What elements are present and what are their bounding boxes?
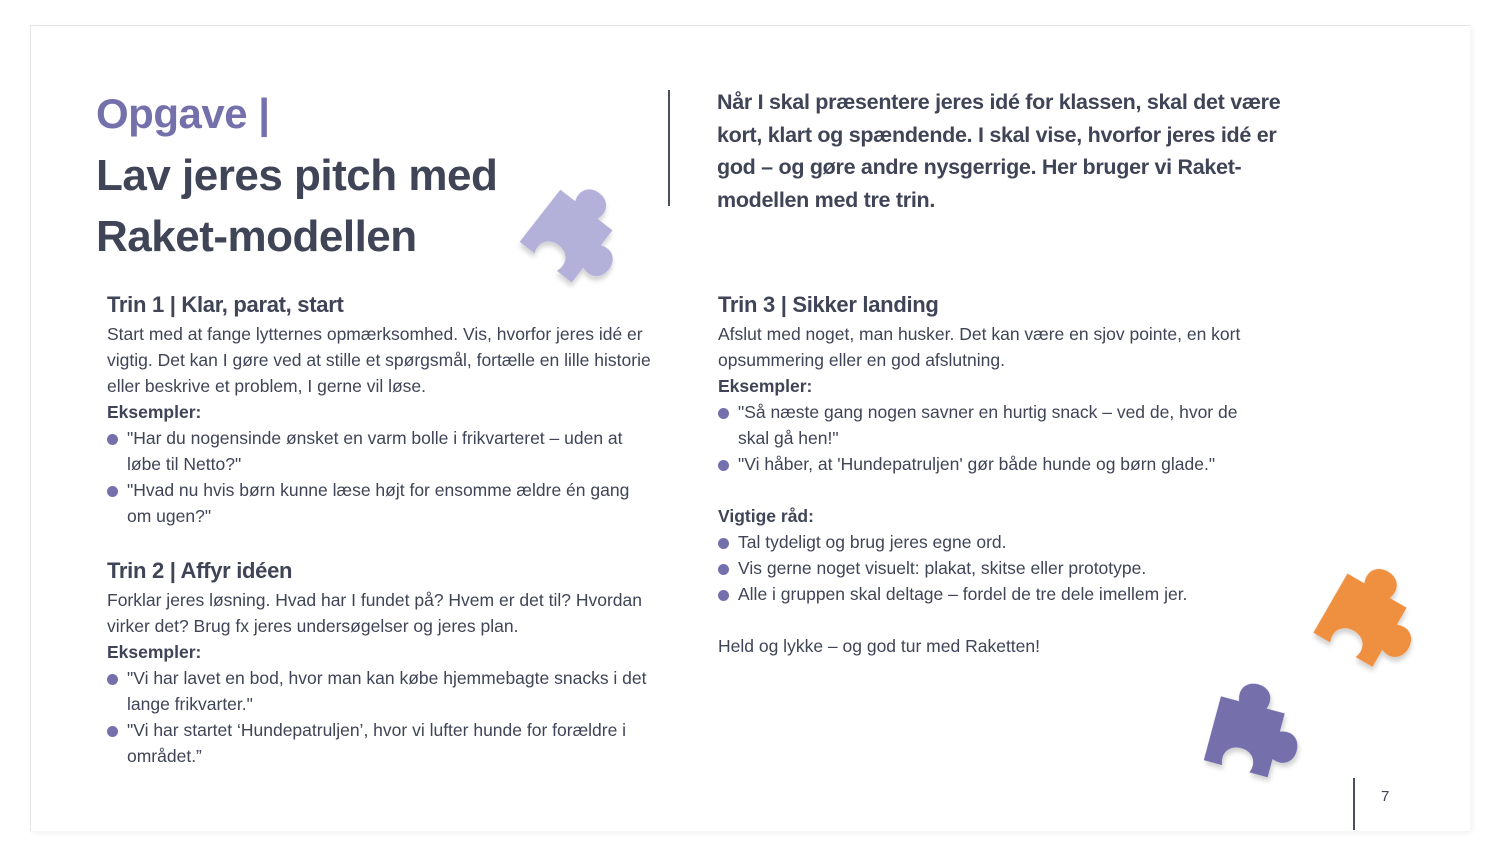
puzzle-shape (1204, 676, 1304, 783)
bullet-dot (718, 408, 729, 419)
list-item (718, 529, 1263, 555)
bullet-dot (718, 590, 729, 601)
puzzle-piece-icon (1300, 553, 1422, 675)
bullet-dot (107, 486, 118, 497)
puzzle-shape (520, 173, 626, 290)
puzzle-piece-icon (508, 172, 626, 290)
list-item (718, 555, 1263, 581)
step3-heading: Trin 3 | Sikker landing (718, 292, 939, 317)
list-item (107, 477, 657, 529)
bullet-dot (107, 674, 118, 685)
step2-body: Forklar jeres løsning. Hvad har I fundet på? Hvem er det til? Hvordan virker det? Brug fx jeres undersøgelser og jeres plan. (107, 590, 642, 636)
list-item (718, 451, 1263, 477)
page-number: 7 (1381, 788, 1390, 805)
tip-text: Tal tydeligt og brug jeres egne ord. (738, 532, 1007, 552)
step3-examples-label: Eksempler: (718, 376, 813, 396)
step3-examples (718, 399, 1263, 477)
page-number-divider (1353, 778, 1355, 830)
example-text: "Har du nogensinde ønsket en varm bolle i frikvarteret – uden at løbe til Netto?" (127, 428, 623, 474)
tips-label: Vigtige råd: (718, 506, 814, 526)
example-text: "Vi håber, at 'Hundepatruljen' gør både hunde og børn glade." (738, 454, 1216, 474)
tip-text: Vis gerne noget visuelt: plakat, skitse eller prototype. (738, 558, 1147, 578)
step2-examples-label: Eksempler: (107, 642, 202, 662)
tip-text: Alle i gruppen skal deltage – fordel de tre dele imellem jer. (738, 584, 1188, 604)
example-text: "Vi har startet ‘Hundepatruljen’, hvor vi lufter hunde for forældre i området.” (127, 720, 627, 766)
step1-examples (107, 425, 657, 529)
list-item (718, 399, 1263, 451)
example-text: "Hvad nu hvis børn kunne læse højt for ensomme ældre én gang om ugen?" (127, 480, 630, 526)
bullet-dot (718, 460, 729, 471)
step2-heading: Trin 2 | Affyr idéen (107, 558, 293, 583)
title-block (96, 86, 556, 267)
step2-examples (107, 665, 662, 769)
page-title: Lav jeres pitch med Raket-modellen (96, 151, 498, 261)
step1-examples-label: Eksempler: (107, 402, 202, 422)
title-accent: Opgave | (96, 90, 270, 137)
vertical-divider (668, 90, 670, 206)
tips-list (718, 529, 1263, 607)
step1-body: Start med at fange lytternes opmærksomhed. Vis, hvorfor jeres idé er vigtig. Det kan I gøre ved at stille et spørgsmål, fortælle en lille historie eller beskrive et problem, I gerne vil løse. (107, 324, 651, 396)
step1-heading: Trin 1 | Klar, parat, start (107, 292, 344, 317)
bullet-dot (107, 434, 118, 445)
bullet-dot (718, 538, 729, 549)
intro-text: Når I skal præsentere jeres idé for klassen, skal det være kort, klart og spændende. I skal vise, hvorfor jeres idé er god – og gøre andre nysgerrige. Her bruger vi Raket-modellen med tre trin. (717, 90, 1281, 213)
list-item (107, 665, 662, 717)
puzzle-shape (1313, 555, 1422, 675)
list-item (107, 717, 662, 769)
list-item (107, 425, 657, 477)
bullet-dot (718, 564, 729, 575)
list-item (718, 581, 1263, 607)
step3-body: Afslut med noget, man husker. Det kan være en sjov pointe, en kort opsummering eller en god afslutning. (718, 324, 1241, 370)
example-text: "Så næste gang nogen savner en hurtig snack – ved de, hvor de skal gå hen!" (738, 402, 1238, 448)
puzzle-piece-icon (1186, 670, 1304, 788)
closing-text: Held og lykke – og god tur med Raketten! (718, 636, 1040, 656)
step2-section (107, 556, 662, 769)
bullet-dot (107, 726, 118, 737)
step3-section (718, 290, 1263, 659)
example-text: "Vi har lavet en bod, hvor man kan købe hjemmebagte snacks i det lange frikvarter." (127, 668, 647, 714)
step1-section (107, 290, 657, 529)
